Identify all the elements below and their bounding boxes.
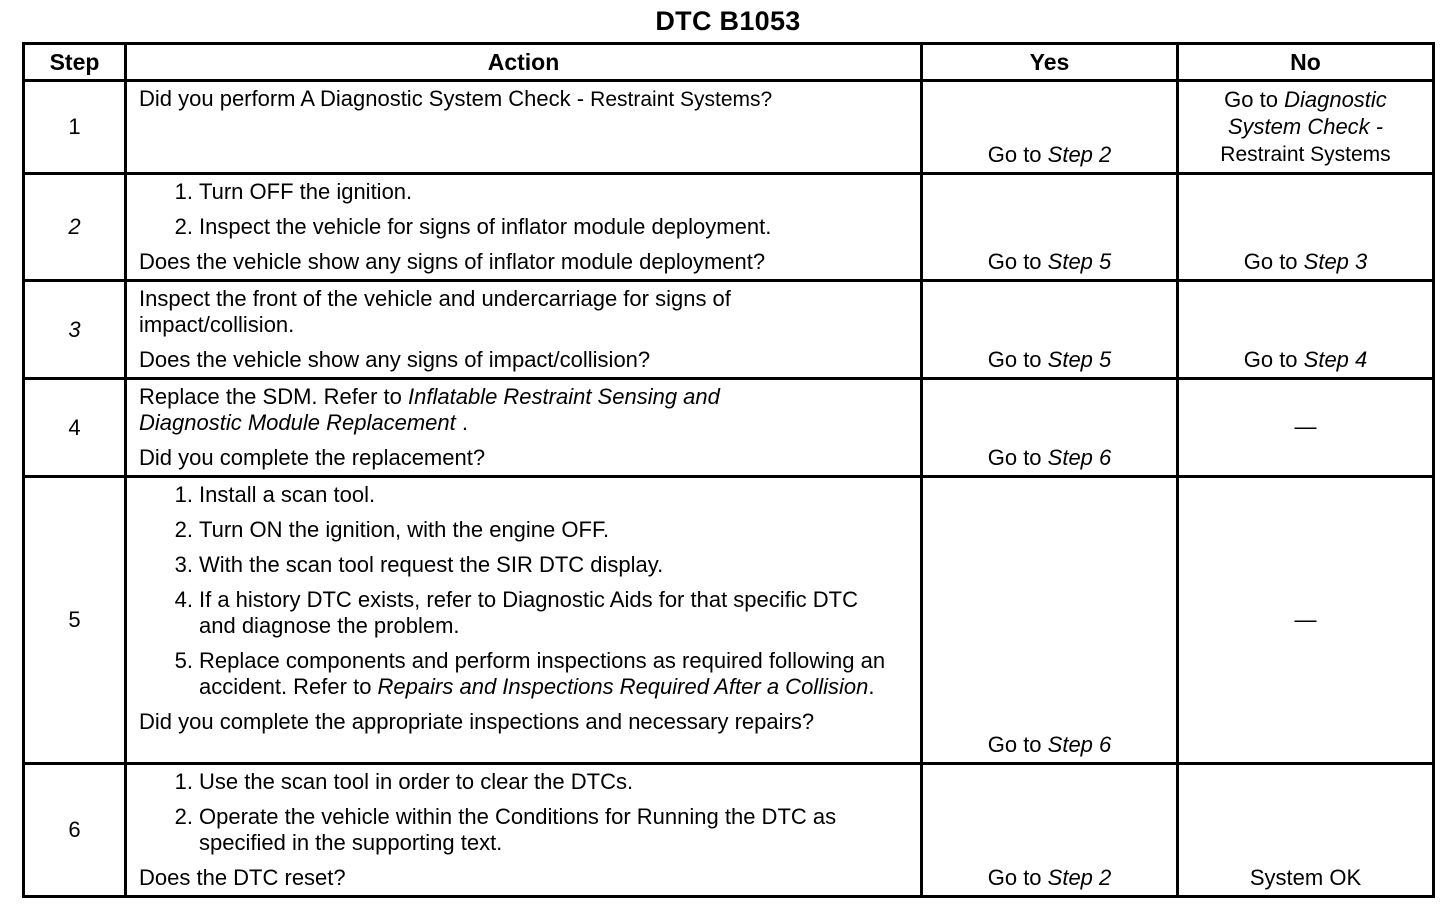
yes-cell: Go to Step 6 [922, 379, 1178, 477]
step-number: 4 [24, 379, 126, 477]
yes-cell: Go to Step 2 [922, 81, 1178, 174]
yes-cell: Go to Step 5 [922, 281, 1178, 379]
action-cell [126, 477, 922, 764]
step-number: 2 [24, 174, 126, 281]
list-item: 2. Inspect the vehicle for signs of inflator module deployment. [174, 214, 772, 239]
no-cell: Go to Diagnostic System Check - Restraint Systems [1178, 81, 1434, 174]
step-number: 1 [24, 81, 126, 174]
header-row [24, 44, 1434, 81]
list-item: 1. Install a scan tool. [174, 482, 376, 507]
action-question: Does the vehicle show any signs of impact/collision? [139, 347, 651, 372]
list-item: 2. Turn ON the ignition, with the engine OFF. [174, 517, 610, 542]
action-question: Does the vehicle show any signs of inflator module deployment? [139, 249, 766, 274]
no-cell: System OK [1178, 764, 1434, 897]
step-number: 6 [24, 764, 126, 897]
header-action: Action [126, 44, 922, 81]
no-cell: Go to Step 4 [1178, 281, 1434, 379]
page-title: DTC B1053 [655, 6, 801, 36]
step-link[interactable]: Step 6 [1047, 732, 1112, 757]
action-question: Did you perform A Diagnostic System Check - Restraint Systems? [139, 86, 773, 111]
table-row [24, 174, 1434, 281]
step-link[interactable]: Step 2 [1047, 142, 1112, 167]
no-cell: — [1178, 477, 1434, 764]
diagnostic-link[interactable]: Diagnostic [1284, 87, 1387, 112]
table-row [24, 764, 1434, 897]
action-cell [126, 81, 922, 174]
yes-cell: Go to Step 6 [922, 477, 1178, 764]
procedure-link[interactable]: Repairs and Inspections Required After a Collision [377, 674, 869, 699]
header-step: Step [24, 44, 126, 81]
list-item: 4. If a history DTC exists, refer to Diagnostic Aids for that specific DTC and diagnose the problem. [174, 587, 858, 638]
list-item: 1. Turn OFF the ignition. [174, 179, 413, 204]
step-link[interactable]: Step 5 [1047, 249, 1112, 274]
table-row [24, 281, 1434, 379]
list-item: 2. Operate the vehicle within the Conditions for Running the DTC as specified in the supporting text. [174, 804, 837, 855]
list-item: 1. Use the scan tool in order to clear the DTCs. [174, 769, 634, 794]
list-item: 5. Replace components and perform inspections as required following an accident. Refer to Repairs and Inspections Required After a Collision. [174, 648, 886, 699]
dtc-table [22, 42, 1435, 898]
table-row [24, 81, 1434, 174]
yes-cell: Go to Step 2 [922, 764, 1178, 897]
table-row [24, 379, 1434, 477]
step-link[interactable]: Step 5 [1047, 347, 1112, 372]
action-cell [126, 764, 922, 897]
action-cell [126, 174, 922, 281]
step-number: 3 [24, 281, 126, 379]
no-cell: — [1178, 379, 1434, 477]
yes-cell: Go to Step 5 [922, 174, 1178, 281]
header-no: No [1178, 44, 1434, 81]
header-yes: Yes [922, 44, 1178, 81]
action-question: Did you complete the replacement? [139, 445, 486, 470]
diagnostic-link[interactable]: System Check - [1227, 114, 1384, 139]
step-link[interactable]: Step 4 [1303, 347, 1368, 372]
step-number: 5 [24, 477, 126, 764]
action-text: Inspect the front of the vehicle and undercarriage for signs of impact/collision. [139, 286, 731, 337]
action-text: Replace the SDM. Refer to Inflatable Restraint Sensing and Diagnostic Module Replacement . [139, 384, 720, 435]
table-row [24, 477, 1434, 764]
action-cell [126, 379, 922, 477]
action-question: Does the DTC reset? [139, 865, 346, 890]
step-link[interactable]: Step 2 [1047, 865, 1112, 890]
no-cell: Go to Step 3 [1178, 174, 1434, 281]
procedure-link[interactable]: Inflatable Restraint Sensing and Diagnostic Module Replacement [139, 384, 720, 435]
step-link[interactable]: Step 3 [1303, 249, 1368, 274]
list-item: 3. With the scan tool request the SIR DTC display. [174, 552, 664, 577]
action-question: Did you complete the appropriate inspections and necessary repairs? [139, 709, 815, 734]
action-cell [126, 281, 922, 379]
step-link[interactable]: Step 6 [1047, 445, 1112, 470]
